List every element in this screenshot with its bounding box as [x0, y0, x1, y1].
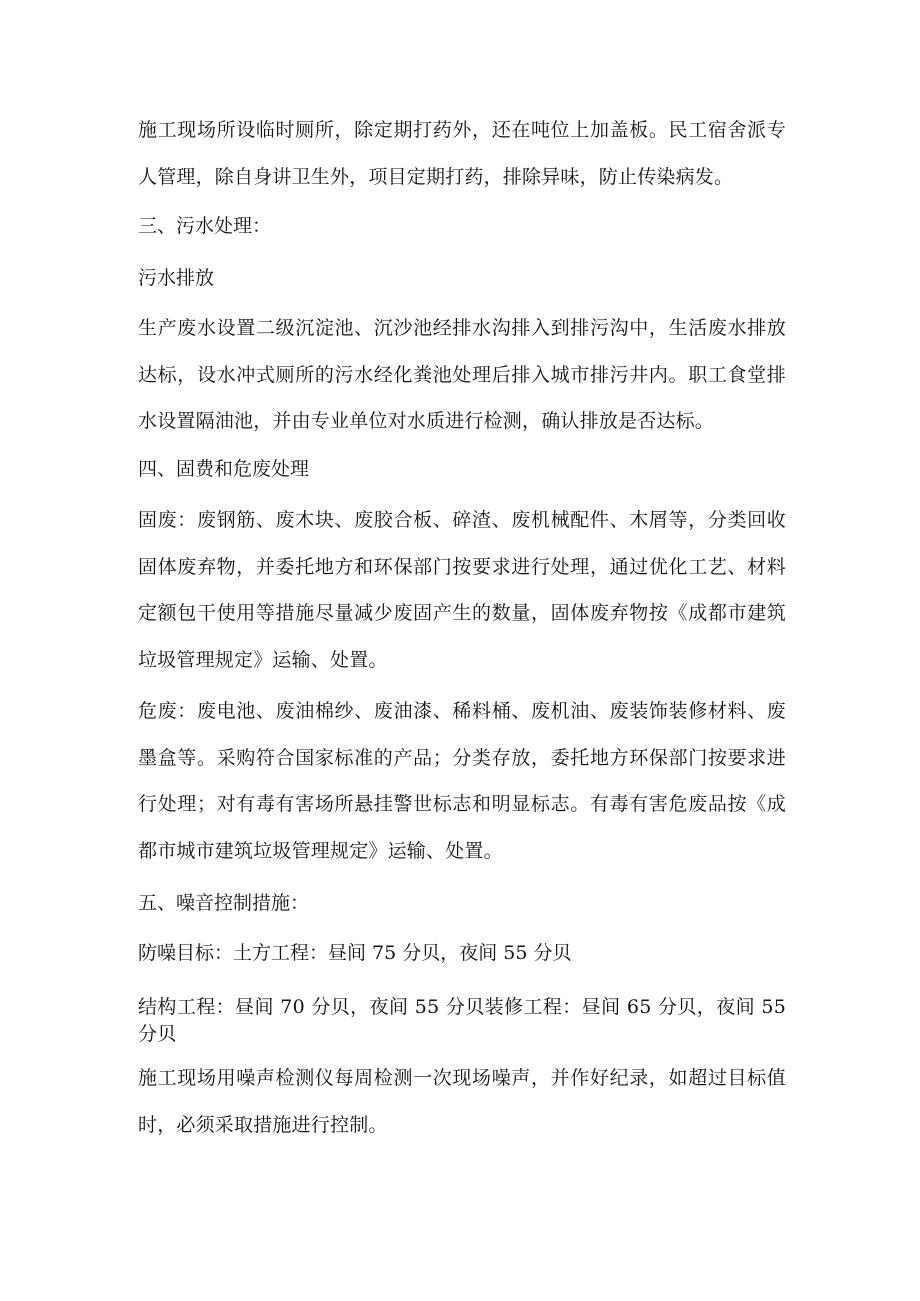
paragraph-noise-structure: 结构工程：昼间 70 分贝，夜间 55 分贝装修工程：昼间 65 分贝，夜间 55 分贝	[138, 996, 786, 1045]
paragraph-noise-monitoring: 施工现场用噪声检测仪每周检测一次现场噪声，并作好纪录，如超过目标值时，必须采取措施进行控制。	[138, 1067, 786, 1136]
section-4-heading: 四、固费和危废处理	[138, 458, 310, 480]
paragraph-solid-waste: 固废：废钢筋、废木块、废胶合板、碎渣、废机械配件、木屑等，分类回收固体废弃物，并委托地方和环保部门按要求进行处理，通过优化工艺、材料定额包干使用等措施尽量减少废固产生的数量，固体废弃物按《成都市建筑垃圾管理规定》运输、处置。	[138, 509, 786, 671]
paragraph-sewage-discharge: 生产废水设置二级沉淀池、沉沙池经排水沟排入到排污沟中，生活废水排放达标，设水冲式厕所的污水经化粪池处理后排入城市排污井内。职工食堂排水设置隔油池，并由专业单位对水质进行检测，确认排放是否达标。	[138, 317, 786, 432]
paragraph-toilet-management: 施工现场所设临时厕所，除定期打药外，还在吨位上加盖板。民工宿舍派专人管理，除自身讲卫生外，项目定期打药，排除异味，防止传染病发。	[138, 119, 786, 188]
section-3-heading: 三、污水处理：	[138, 215, 272, 237]
paragraph-noise-target: 防噪目标：土方工程：昼间 75 分贝，夜间 55 分贝	[138, 942, 572, 964]
section-5-heading: 五、噪音控制措施：	[138, 892, 310, 914]
subheading-sewage-discharge: 污水排放	[138, 267, 215, 289]
paragraph-hazardous-waste: 危废：废电池、废油棉纱、废油漆、稀料桶、废机油、废装饰装修材料、废墨盒等。采购符合国家标准的产品；分类存放，委托地方环保部门按要求进行处理；对有毒有害场所悬挂警世标志和明显标志。有毒有害危废品按《成都市城市建筑垃圾管理规定》运输、处置。	[138, 700, 786, 862]
